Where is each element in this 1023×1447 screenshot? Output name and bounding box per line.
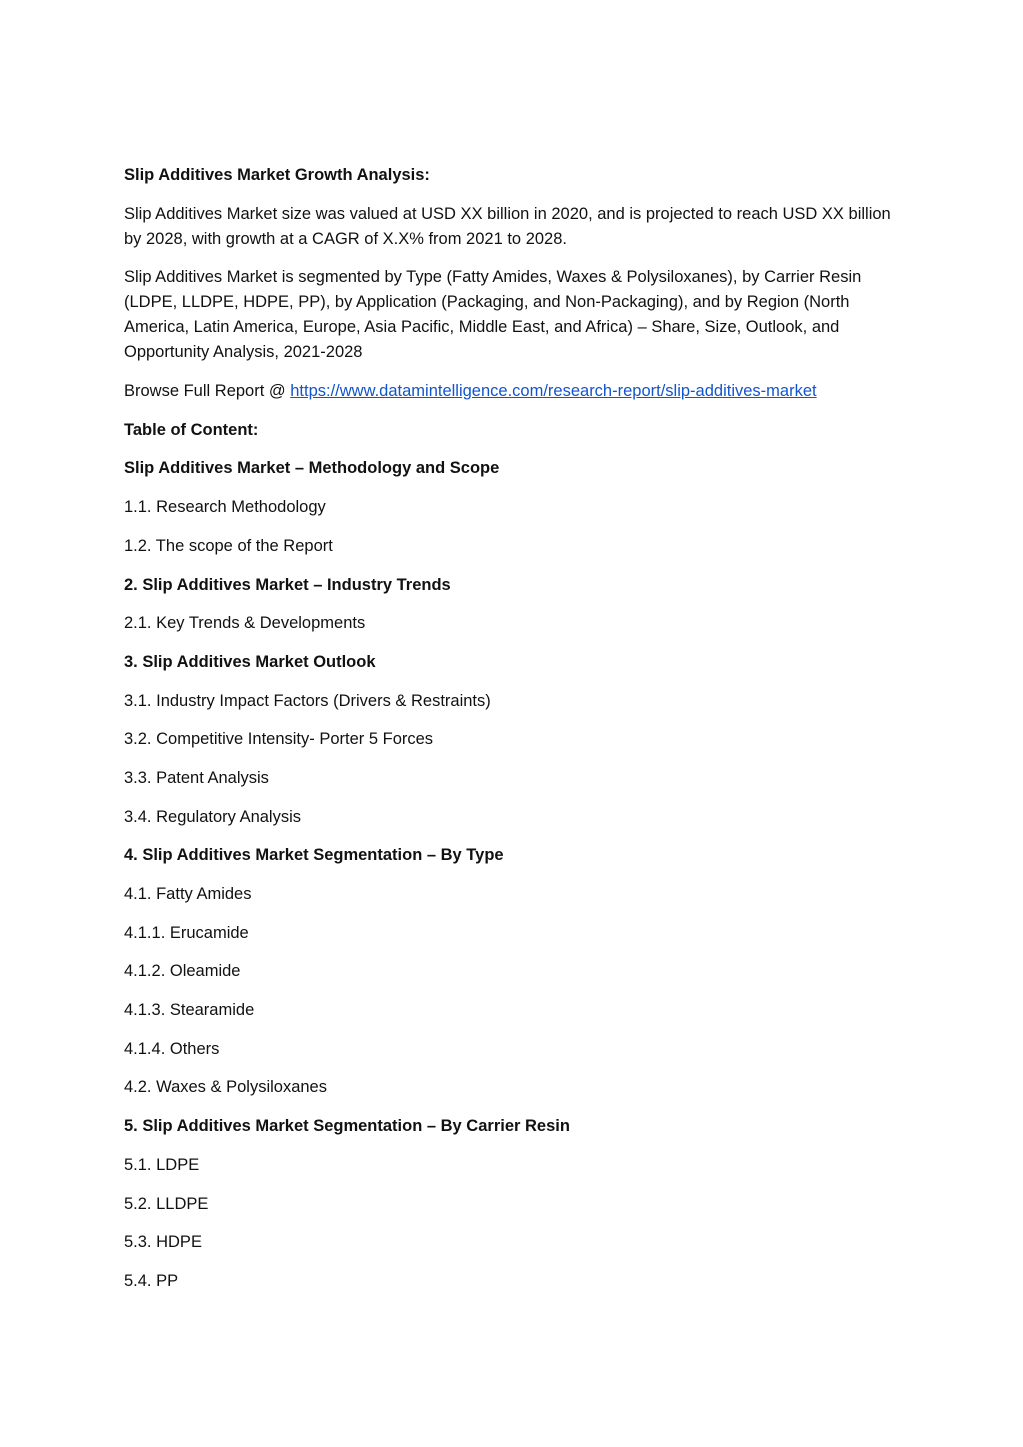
toc-item: 5.2. LLDPE — [124, 1194, 209, 1213]
toc-item: 3.3. Patent Analysis — [124, 768, 269, 787]
toc-item: 4.2. Waxes & Polysiloxanes — [124, 1078, 327, 1097]
toc-title: Table of Content: — [124, 420, 259, 439]
toc-item: 4.1.1. Erucamide — [124, 923, 249, 942]
toc-item: 5.3. HDPE — [124, 1233, 202, 1252]
toc-item: 3.2. Competitive Intensity- Porter 5 Forces — [124, 730, 434, 749]
toc-item: 3.1. Industry Impact Factors (Drivers & Restraints) — [124, 691, 491, 710]
toc-item: 1.1. Research Methodology — [124, 498, 326, 517]
toc-item: 5.1. LDPE — [124, 1155, 200, 1174]
toc-item: 5.4. PP — [124, 1271, 179, 1290]
segmentation-paragraph: Slip Additives Market is segmented by Type (Fatty Amides, Waxes & Polysiloxanes), by Carrier Resin (LDPE, LLDPE, HDPE, PP), by Application (Packaging, and Non-Packaging), and by Region (North America, Latin America, Europe, Asia Pacific, Middle East, and Africa) – Share, Size, Outlook, and Opportunity Analysis, 2021-2028 — [124, 268, 862, 362]
toc-item: 4.1.4. Others — [124, 1039, 220, 1058]
toc-item: 4.1. Fatty Amides — [124, 885, 252, 903]
toc-item: 2.1. Key Trends & Developments — [124, 614, 366, 633]
toc-section-heading: 2. Slip Additives Market – Industry Trends — [124, 575, 451, 594]
toc-item: 4.1.3. Stearamide — [124, 1001, 255, 1020]
toc-section-heading: 5. Slip Additives Market Segmentation – By Carrier Resin — [124, 1117, 570, 1136]
page-heading: Slip Additives Market Growth Analysis: — [124, 166, 430, 184]
browse-report-line — [124, 379, 894, 404]
browse-prefix: Browse Full Report @ — [124, 382, 291, 401]
toc-section-heading: 4. Slip Additives Market Segmentation – By Type — [124, 846, 504, 865]
toc-section-heading: Slip Additives Market – Methodology and Scope — [124, 459, 500, 478]
toc-section-heading: 3. Slip Additives Market Outlook — [124, 652, 376, 671]
report-link[interactable]: https://www.datamintelligence.com/research-report/slip-additives-market — [290, 382, 817, 401]
intro-paragraph: Slip Additives Market size was valued at USD XX billion in 2020, and is projected to reach USD XX billion by 2028, with growth at a CAGR of X.X% from 2021 to 2028. — [124, 204, 891, 248]
toc-item: 3.4. Regulatory Analysis — [124, 807, 302, 826]
toc-item: 4.1.2. Oleamide — [124, 962, 241, 981]
toc-list — [124, 456, 894, 1293]
document-content — [124, 163, 894, 1308]
toc-item: 1.2. The scope of the Report — [124, 536, 333, 555]
